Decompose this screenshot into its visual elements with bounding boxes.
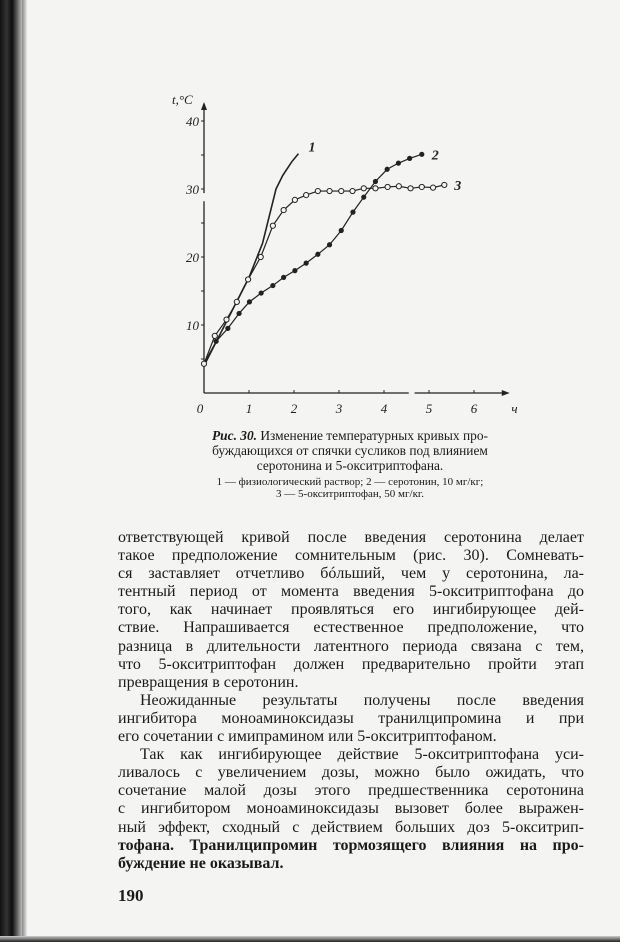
series-2-point [282, 275, 286, 279]
text-line: ответствующей кривой после введения серотонина делает [118, 529, 584, 546]
body-text [118, 529, 584, 873]
series-2-point [259, 291, 263, 295]
text-line: с ингибитором моноаминоксидазы вызовет более выражен- [118, 800, 584, 818]
y-tick-label: 40 [186, 114, 199, 129]
x-tick-label: 4 [380, 401, 388, 416]
series-2-point [373, 179, 377, 183]
caption-line: серотонина и 5-окситриптофана. [256, 458, 444, 473]
series-2-point [226, 326, 230, 330]
series-label: 3 [454, 178, 462, 194]
text-line: сочетание малой дозы этого предшественника серотонина [118, 782, 584, 800]
series-3-point [292, 197, 297, 202]
series-2-point [293, 269, 297, 273]
x-tick-label: 5 [425, 401, 433, 416]
caption-line: буждающихся от спячки сусликов под влиянием [212, 443, 488, 458]
series-label: 1 [308, 140, 316, 156]
y-tick-label: 10 [186, 318, 199, 333]
legend-line: 3 — 5-окситриптофан, 50 мг/кг. [276, 488, 424, 500]
series-3-point [339, 188, 344, 193]
text-line: превращения в серотонин. [118, 673, 299, 691]
x-tick-label: 6 [470, 401, 478, 416]
text-line: разница в длительности латентного периода связана с тем, [118, 637, 584, 655]
series-2-point [316, 252, 320, 256]
series-3-point [396, 184, 401, 189]
text-line: тентный период от момента введения 5-окситриптофана до [118, 583, 584, 601]
series-2-point [237, 311, 241, 315]
series-3-point [281, 207, 286, 212]
x-tick-label: 2 [290, 401, 298, 416]
text-line: буждение не оказывал. [118, 854, 284, 872]
series-2-point [339, 228, 343, 232]
series-2-point [362, 195, 366, 199]
series-3-point [212, 333, 217, 338]
text-line: его сочетании с имипрамином или 5-окситриптофаном. [118, 728, 497, 746]
figure-caption [160, 428, 540, 500]
x-tick-label: 3 [335, 401, 343, 416]
series-2-point [385, 167, 389, 171]
x-axis-arrow [502, 390, 510, 396]
series-3-point [234, 299, 239, 304]
text-line: ный эффект, сходный с действием больших доз 5-окситрип- [118, 818, 584, 836]
series-2-point [351, 210, 355, 214]
series-2-point [408, 156, 412, 160]
series-2-point [304, 261, 308, 265]
x-axis-label: ч [511, 401, 518, 416]
series-3-point [304, 193, 309, 198]
series-3-point [442, 182, 447, 187]
series-3-point [419, 184, 424, 189]
series-2-point [396, 161, 400, 165]
y-axis-label: t,°C [172, 92, 193, 107]
series-2-point [271, 283, 275, 287]
text-line: что 5-окситриптофан должен предварительно пройти этап [118, 655, 584, 673]
page-bottom-shadow [0, 936, 620, 942]
series-3-point [258, 254, 263, 259]
series-1-line [204, 154, 299, 366]
series-3-point [385, 184, 390, 189]
series-2-point [327, 243, 331, 247]
series-3-point [408, 186, 413, 191]
text-line: тофана. Транилципромин тормозящего влияния на про- [118, 836, 584, 854]
text-line: ливалось с увеличением дозы, можно было ожидать, что [118, 764, 584, 782]
series-3-point [315, 188, 320, 193]
y-tick-label: 30 [186, 182, 199, 197]
series-3-line [204, 185, 444, 364]
x-tick-label: 1 [245, 401, 253, 416]
temperature-chart [0, 0, 620, 420]
series-3-point [373, 186, 378, 191]
series-label: 2 [431, 148, 439, 164]
x-tick-label: 0 [196, 401, 204, 416]
series-3-point [361, 186, 366, 191]
series-3-point [201, 361, 206, 366]
text-line: такое предположение сомнительным (рис. 30). Сомневать- [118, 547, 584, 565]
text-line: ся заставляет отчетливо бóльший, чем у серотонина, ла- [118, 565, 584, 583]
caption-lead: Рис. 30. [212, 428, 258, 443]
page-number: 190 [118, 886, 144, 905]
text-line: ингибитора моноаминоксидазы транилципромина и при [118, 709, 584, 727]
series-3-point [430, 185, 435, 190]
series-3-point [327, 188, 332, 193]
series-2-point [247, 300, 251, 304]
series-2-point [420, 152, 424, 156]
y-tick-label: 20 [186, 250, 199, 265]
series-2-point [214, 339, 218, 343]
text-line: Так как ингибирующее действие 5-окситриптофана уси- [140, 746, 584, 764]
series-3-point [246, 277, 251, 282]
series-3-point [350, 188, 355, 193]
series-3-point [270, 223, 275, 228]
text-line: ствие. Напрашивается естественное предположение, что [118, 619, 584, 637]
text-line: того, как начинает проявляться его ингибирующее дей- [118, 601, 584, 619]
y-axis-arrow [201, 102, 207, 110]
text-line: Неожиданные результаты получены после введения [140, 691, 584, 709]
legend-line: 1 — физиологический раствор; 2 — серотонин, 10 мг/кг; [216, 476, 484, 488]
series-3-point [224, 317, 229, 322]
caption-line: Изменение температурных кривых про- [260, 428, 488, 443]
